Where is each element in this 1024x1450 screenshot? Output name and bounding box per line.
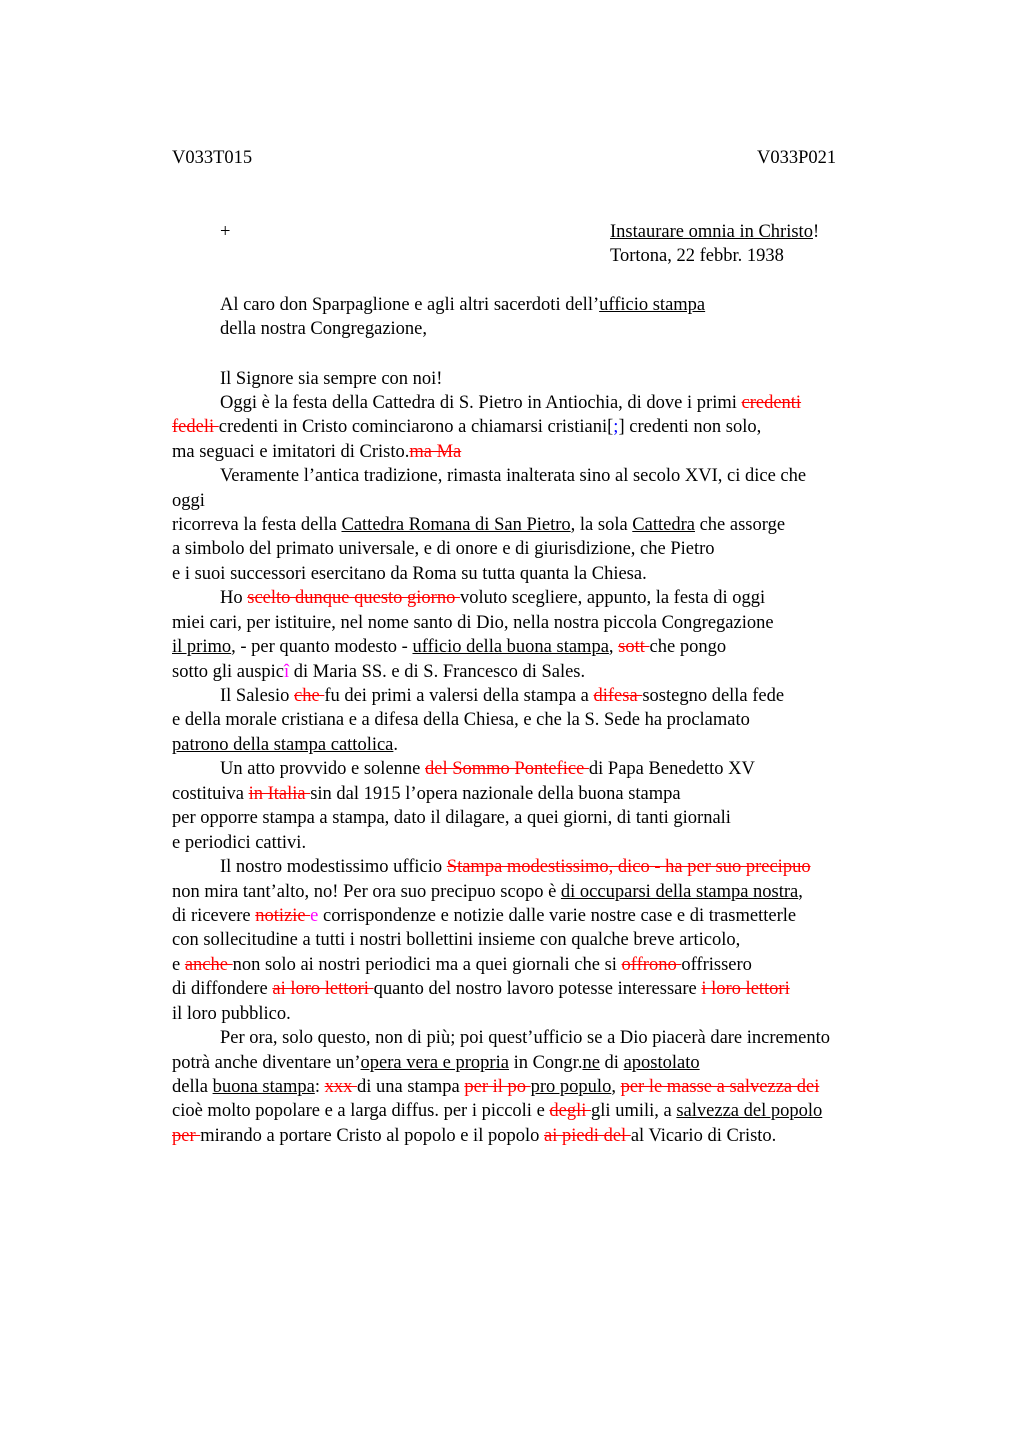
text-line <box>220 855 811 879</box>
inserted-run: e <box>310 906 319 926</box>
text-run: mirando a portare Cristo al popolo e il popolo <box>200 1126 544 1146</box>
text-run: non mira tant’alto, no! Per ora suo precipuo scopo è <box>172 882 561 902</box>
text-line <box>172 513 785 537</box>
text-line <box>172 977 790 1001</box>
text-run: sotto gli auspic <box>172 662 285 682</box>
text-run: Ho <box>220 588 248 608</box>
text-run: Al caro don Sparpaglione e agli altri sacerdoti dell’ <box>220 295 600 315</box>
text-run: credenti non solo, <box>624 417 762 437</box>
text-line: a simbolo del primato universale, e di onore e di giurisdizione, che Pietro <box>172 539 715 559</box>
text-line <box>220 684 784 708</box>
underlined-run: apostolato <box>623 1053 700 1073</box>
deleted-run: notizie <box>255 906 311 926</box>
deleted-run: sott <box>618 637 650 657</box>
text-run: cioè molto popolare e a larga diffus. per i piccoli e <box>172 1101 550 1121</box>
deleted-run: scelto dunque questo giorno <box>247 588 460 608</box>
text-line <box>172 782 681 806</box>
text-run: che assorge <box>694 515 786 535</box>
cross-symbol: + <box>220 222 231 242</box>
text-run: . <box>393 735 399 755</box>
text-line <box>172 1051 700 1075</box>
text-line: Per ora, solo questo, non di più; poi quest’ufficio se a Dio piacerà dare incremento <box>220 1028 830 1048</box>
motto-punct: ! <box>812 222 820 242</box>
text-run: e <box>172 955 185 975</box>
text-line: e della morale cristiana e a difesa della Chiesa, e che la S. Sede ha proclamato <box>172 710 750 730</box>
underlined-run: ufficio della buona stampa <box>412 637 609 657</box>
text-line: il loro pubblico. <box>172 1004 291 1024</box>
text-line <box>172 440 461 464</box>
deleted-run: per le masse a salvezza dei <box>620 1077 820 1097</box>
text-run: Il nostro modestissimo ufficio <box>220 857 447 877</box>
text-run: quanto del nostro lavoro potesse interessare <box>373 979 702 999</box>
greeting-line: Il Signore sia sempre con noi! <box>220 369 443 389</box>
text-run: : <box>314 1077 325 1097</box>
deleted-run: in Italia <box>248 784 311 804</box>
underlined-run: il primo <box>172 637 232 657</box>
document-code-left: V033T015 <box>172 148 253 168</box>
text-line <box>220 586 765 610</box>
underlined-run: opera vera e propria <box>360 1053 509 1073</box>
document-code-right: V033P021 <box>757 148 837 168</box>
text-run: , <box>611 1077 621 1097</box>
text-line: miei cari, per istituire, nel nome santo di Dio, nella nostra piccola Congregazione <box>172 613 774 633</box>
text-run: corrispondenze e notizie dalle varie nostre case e di trasmetterle <box>318 906 797 926</box>
text-run: , la sola <box>570 515 633 535</box>
deleted-run: anche <box>184 955 233 975</box>
underlined-run: pro populo <box>530 1077 612 1097</box>
text-run: sostegno della fede <box>642 686 785 706</box>
text-run: [ <box>607 417 614 437</box>
text-line: con sollecitudine a tutti i nostri bollettini insieme con qualche breve articolo, <box>172 930 741 950</box>
underlined-run: ne <box>582 1053 600 1073</box>
text-line <box>220 391 801 415</box>
text-run: ma seguaci e imitatori di Cristo. <box>172 442 410 462</box>
deleted-run: ma Ma <box>409 442 462 462</box>
text-run: costituiva <box>172 784 249 804</box>
deleted-run: offrono <box>621 955 682 975</box>
deleted-run: xxx <box>324 1077 357 1097</box>
deleted-run: difesa <box>593 686 643 706</box>
text-run: sin dal 1915 l’opera nazionale della buona stampa <box>310 784 681 804</box>
text-line <box>172 415 761 439</box>
text-run: di Maria SS. e di S. Francesco di Sales. <box>289 662 586 682</box>
text-run: , <box>608 637 619 657</box>
text-run: di <box>599 1053 624 1073</box>
text-line <box>172 635 726 659</box>
text-line <box>172 733 398 757</box>
underlined-run: buona stampa <box>212 1077 315 1097</box>
motto-text: Instaurare omnia in Christo <box>610 222 813 242</box>
text-line <box>172 1124 776 1148</box>
text-run: , <box>798 882 803 902</box>
text-line <box>172 953 752 977</box>
text-run: di Papa Benedetto XV <box>588 759 755 779</box>
text-line: e i suoi successori esercitano da Roma su tutta quanta la Chiesa. <box>172 564 647 584</box>
deleted-run: i loro lettori <box>701 979 790 999</box>
deleted-run: degli <box>549 1101 592 1121</box>
text-run: credenti in Cristo cominciarono a chiamarsi cristiani <box>218 417 608 437</box>
text-line: Veramente l’antica tradizione, rimasta inalterata sino al secolo XVI, ci dice che <box>220 466 807 486</box>
text-run: non solo ai nostri periodici ma a quei giornali che si <box>232 955 622 975</box>
underlined-run: ufficio stampa <box>599 295 706 315</box>
deleted-run: per il po <box>464 1077 531 1097</box>
motto <box>610 220 819 244</box>
place-date: Tortona, 22 febbr. 1938 <box>610 246 784 266</box>
deleted-run: fedeli <box>172 417 219 437</box>
deleted-run: ai loro lettori <box>272 979 374 999</box>
text-run: di una stampa <box>356 1077 465 1097</box>
text-run: fu dei primi a valersi della stampa a <box>324 686 594 706</box>
text-line <box>172 1075 819 1099</box>
text-line: oggi <box>172 491 205 511</box>
text-run: che pongo <box>649 637 727 657</box>
text-line <box>172 1099 822 1123</box>
deleted-run: per <box>172 1126 201 1146</box>
deleted-run: credenti <box>741 393 802 413</box>
deleted-run: ai piedi del <box>543 1126 631 1146</box>
text-run: di diffondere <box>172 979 273 999</box>
deleted-run: Stampa modestissimo, dico - ha per suo precipuo <box>446 857 811 877</box>
text-run: potrà anche diventare un’ <box>172 1053 361 1073</box>
text-line <box>172 904 796 928</box>
text-run: della <box>172 1077 213 1097</box>
text-run: ricorreva la festa della <box>172 515 342 535</box>
underlined-run: salvezza del popolo <box>676 1101 823 1121</box>
inserted-run: ; <box>613 417 619 437</box>
text-run: voluto scegliere, appunto, la festa di oggi <box>459 588 766 608</box>
text-line <box>172 880 803 904</box>
text-run: , - per quanto modesto - <box>231 637 413 657</box>
deleted-run: del Sommo Pontefice <box>425 759 589 779</box>
text-run: al Vicario di Cristo. <box>630 1126 777 1146</box>
inserted-run: î <box>284 662 290 682</box>
underlined-run: Cattedra Romana di San Pietro <box>341 515 571 535</box>
text-run: Oggi è la festa della Cattedra di S. Pietro in Antiochia, di dove i primi <box>220 393 742 413</box>
text-run: offrissero <box>681 955 752 975</box>
text-line: e periodici cattivi. <box>172 833 307 853</box>
deleted-run: che <box>294 686 325 706</box>
text-line <box>172 660 585 684</box>
text-line <box>220 757 755 781</box>
text-line: per opporre stampa a stampa, dato il dilagare, a quei giorni, di tanti giornali <box>172 808 731 828</box>
text-run: ] <box>618 417 625 437</box>
address-line <box>220 293 705 317</box>
underlined-run: patrono della stampa cattolica <box>172 735 394 755</box>
underlined-run: Cattedra <box>632 515 695 535</box>
text-run: Il Salesio <box>220 686 294 706</box>
text-run: Un atto provvido e solenne <box>220 759 425 779</box>
text-run: gli umili, a <box>591 1101 677 1121</box>
text-run: di ricevere <box>172 906 256 926</box>
address-line: della nostra Congregazione, <box>220 319 428 339</box>
text-run: in Congr. <box>508 1053 583 1073</box>
underlined-run: di occuparsi della stampa nostra <box>560 882 799 902</box>
